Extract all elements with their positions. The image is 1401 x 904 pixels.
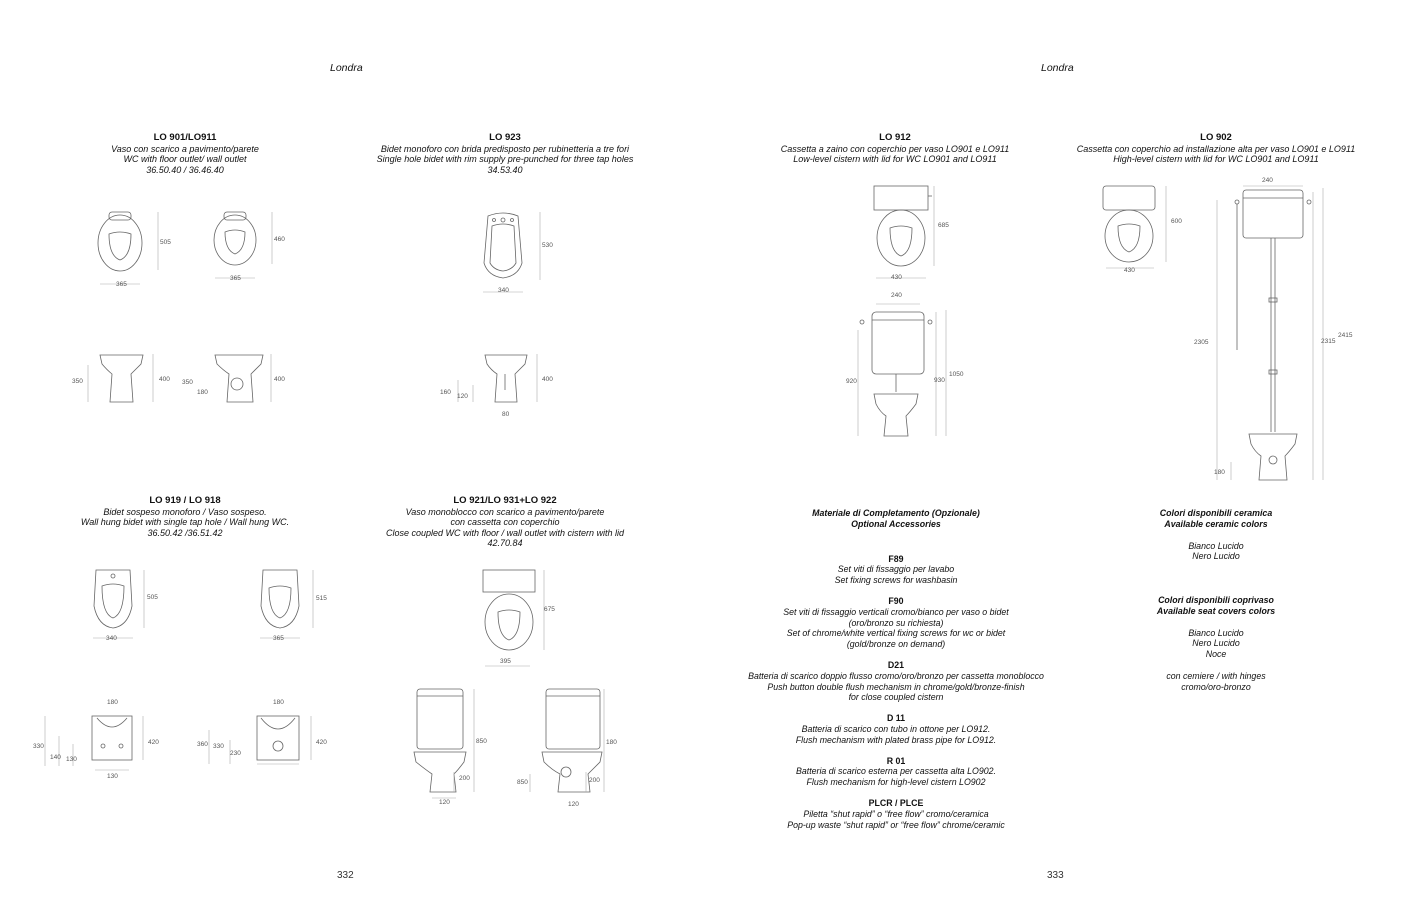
dimension-label: 130 <box>107 773 118 780</box>
accessory-desc: for close coupled cistern <box>848 692 944 703</box>
hinges-note: con cemiere / with hinges <box>1166 670 1266 681</box>
seat-colors-section <box>1096 595 1336 693</box>
product-code: LO 919 / LO 918 <box>149 495 221 506</box>
dimension-label: 340 <box>498 287 509 294</box>
product-desc: Bidet monoforo con brida predisposto per rubinetteria a tre fori <box>380 143 630 154</box>
accessory-code: R 01 <box>886 755 906 766</box>
product-lo919 <box>40 496 330 538</box>
product-desc: Wall hung bidet with single tap hole / Wall hung WC. <box>80 517 290 528</box>
dimension-label: 80 <box>502 411 510 418</box>
product-desc: Single hole bidet with rim supply pre-punched for three tap holes <box>376 154 634 165</box>
dimension-label: 460 <box>274 236 285 243</box>
dimension-label: 920 <box>846 378 857 385</box>
dimension-label: 530 <box>542 242 553 249</box>
product-desc: Cassetta a zaino con coperchio per vaso LO901 e LO911 <box>780 143 1010 154</box>
bidet-top-drawing <box>478 208 558 300</box>
product-size: 36.50.42 /36.51.42 <box>147 527 223 538</box>
series-title-right: Londra <box>1041 62 1074 74</box>
dimension-label: 850 <box>476 738 487 745</box>
color-option: Nero Lucido <box>1192 638 1240 649</box>
product-code: LO 901/LO911 <box>153 132 217 143</box>
low-cistern-side-drawing <box>852 300 962 442</box>
hung-wc-side-drawing <box>195 706 325 776</box>
high-cistern-top-drawing <box>1098 182 1188 278</box>
dimension-label: 430 <box>891 274 902 281</box>
color-option: Noce <box>1205 649 1227 660</box>
product-desc: Vaso con scarico a pavimento/parete <box>111 143 259 154</box>
accessory-code: PLCR / PLCE <box>868 797 924 808</box>
product-code: LO 902 <box>1200 132 1232 143</box>
dimension-label: 330 <box>213 743 224 750</box>
dimension-label: 930 <box>934 377 945 384</box>
dimension-label: 365 <box>230 275 241 282</box>
product-lo921 <box>345 496 665 549</box>
color-option: Nero Lucido <box>1192 551 1240 562</box>
product-lo923 <box>345 133 665 175</box>
dimension-label: 120 <box>568 801 579 808</box>
product-desc: con cassetta con coperchio <box>450 517 560 528</box>
dimension-label: 350 <box>182 379 193 386</box>
ceramic-colors-section <box>1096 508 1336 562</box>
dimension-label: 180 <box>107 699 118 706</box>
series-title-left: Londra <box>330 62 363 74</box>
dimension-label: 675 <box>544 606 555 613</box>
dimension-label: 350 <box>72 378 83 385</box>
accessory-desc: Batteria di scarico con tubo in ottone per LO912. <box>801 723 991 734</box>
dimension-label: 180 <box>273 699 284 706</box>
accessory-desc: Set viti di fissaggio per lavabo <box>837 564 955 575</box>
product-code: LO 923 <box>489 132 521 143</box>
product-desc: Low-level cistern with lid for WC LO901 and LO911 <box>793 154 997 165</box>
dimension-label: 365 <box>116 281 127 288</box>
accessory-desc: (gold/bronze on demand) <box>846 639 946 650</box>
dimension-label: 365 <box>273 635 284 642</box>
page-number-left: 332 <box>337 870 354 881</box>
dimension-label: 400 <box>274 376 285 383</box>
seat-colors-heading: Available seat covers colors <box>1156 605 1276 616</box>
product-lo912 <box>745 133 1045 165</box>
accessory-code: F90 <box>888 595 904 606</box>
dimension-label: 1050 <box>949 371 964 378</box>
monoblock-side-drawing <box>520 684 620 804</box>
accessory-desc: Set viti di fissaggio verticali cromo/bianco per vaso o bidet <box>783 606 1009 617</box>
accessory-desc: (oro/bronzo su richiesta) <box>848 617 944 628</box>
product-lo902 <box>1060 133 1372 165</box>
accessory-desc: Pop-up waste “shut rapid” or “free flow” chrome/ceramic <box>787 819 1005 830</box>
dimension-label: 505 <box>147 594 158 601</box>
dimension-label: 330 <box>33 743 44 750</box>
wc-top-drawing <box>95 208 175 288</box>
seat-colors-heading: Colori disponibili coprivaso <box>1158 595 1274 605</box>
dimension-label: 420 <box>148 739 159 746</box>
dimension-label: 600 <box>1171 218 1182 225</box>
hung-bidet-side-drawing <box>45 706 160 776</box>
dimension-label: 850 <box>517 779 528 786</box>
accessory-code: F89 <box>888 553 904 564</box>
product-desc: Cassetta con coperchio ad installazione alta per vaso LO901 e LO911 <box>1076 143 1356 154</box>
dimension-label: 240 <box>1262 177 1273 184</box>
dimension-label: 120 <box>457 393 468 400</box>
accessory-desc: Piletta “shut rapid” o “free flow” cromo/ceramica <box>803 808 989 819</box>
product-size: 34.53.40 <box>487 164 523 175</box>
dimension-label: 360 <box>197 741 208 748</box>
dimension-label: 2305 <box>1194 339 1209 346</box>
dimension-label: 180 <box>606 739 617 746</box>
dimension-label: 180 <box>1214 469 1225 476</box>
dimension-label: 160 <box>440 389 451 396</box>
accessories-section <box>731 508 1061 830</box>
product-code: LO 921/LO 931+LO 922 <box>453 495 557 506</box>
product-code: LO 912 <box>879 132 911 143</box>
accessory-desc: Set of chrome/white vertical fixing screws for wc or bidet <box>786 628 1006 639</box>
ceramic-colors-heading: Available ceramic colors <box>1164 518 1268 529</box>
dimension-label: 140 <box>50 754 61 761</box>
product-desc: WC with floor outlet/ wall outlet <box>123 154 247 165</box>
dimension-label: 420 <box>316 739 327 746</box>
dimension-label: 685 <box>938 222 949 229</box>
hinges-note: cromo/oro-bronzo <box>1181 681 1251 692</box>
monoblock-top-drawing <box>480 566 560 672</box>
accessory-desc: Batteria di scarico doppio flusso cromo/oro/bronzo per cassetta monoblocco <box>748 670 1044 681</box>
product-desc: Close coupled WC with floor / wall outlet with cistern with lid <box>385 527 625 538</box>
accessory-desc: Batteria di scarico esterna per cassetta alta LO902. <box>796 766 996 777</box>
dimension-label: 340 <box>106 635 117 642</box>
color-option: Bianco Lucido <box>1188 627 1244 638</box>
hung-wc-top-drawing <box>255 566 335 646</box>
page-number-right: 333 <box>1047 870 1064 881</box>
hung-bidet-top-drawing <box>88 566 168 646</box>
dimension-label: 200 <box>459 775 470 782</box>
accessory-code: D 11 <box>886 713 906 724</box>
dimension-label: 2315 <box>1321 338 1336 345</box>
dimension-label: 515 <box>316 595 327 602</box>
color-option: Bianco Lucido <box>1188 540 1244 551</box>
dimension-label: 400 <box>542 376 553 383</box>
dimension-label: 130 <box>66 756 77 763</box>
ceramic-colors-heading: Colori disponibili ceramica <box>1159 508 1273 518</box>
dimension-label: 430 <box>1124 267 1135 274</box>
dimension-label: 2415 <box>1338 332 1353 339</box>
product-lo901 <box>40 133 330 175</box>
accessory-desc: Set fixing screws for washbasin <box>834 575 958 586</box>
dimension-label: 200 <box>589 777 600 784</box>
dimension-label: 230 <box>230 750 241 757</box>
product-size: 36.50.40 / 36.46.40 <box>146 164 224 175</box>
accessory-desc: Flush mechanism for high-level cistern LO902 <box>806 777 986 788</box>
product-desc: Bidet sospeso monoforo / Vaso sospeso. <box>103 506 267 517</box>
accessory-code: D21 <box>887 659 905 670</box>
accessories-heading: Materiale di Completamento (Opzionale) <box>812 508 980 518</box>
low-cistern-top-drawing <box>868 182 958 287</box>
dimension-label: 120 <box>439 799 450 806</box>
dimension-label: 400 <box>159 376 170 383</box>
dimension-label: 240 <box>891 292 902 299</box>
dimension-label: 505 <box>160 239 171 246</box>
accessories-heading: Optional Accessories <box>851 518 941 529</box>
product-desc: Vaso monoblocco con scarico a pavimento/parete <box>405 506 605 517</box>
accessory-desc: Push button double flush mechanism in chrome/gold/bronze-finish <box>767 681 1025 692</box>
dimension-label: 180 <box>197 389 208 396</box>
product-desc: High-level cistern with lid for WC LO901 and LO911 <box>1113 154 1319 165</box>
high-cistern-side-drawing <box>1205 180 1345 490</box>
product-size: 42.70.84 <box>487 538 523 549</box>
dimension-label: 395 <box>500 658 511 665</box>
accessory-desc: Flush mechanism with plated brass pipe for LO912. <box>795 734 997 745</box>
wc-top-drawing <box>210 208 290 288</box>
